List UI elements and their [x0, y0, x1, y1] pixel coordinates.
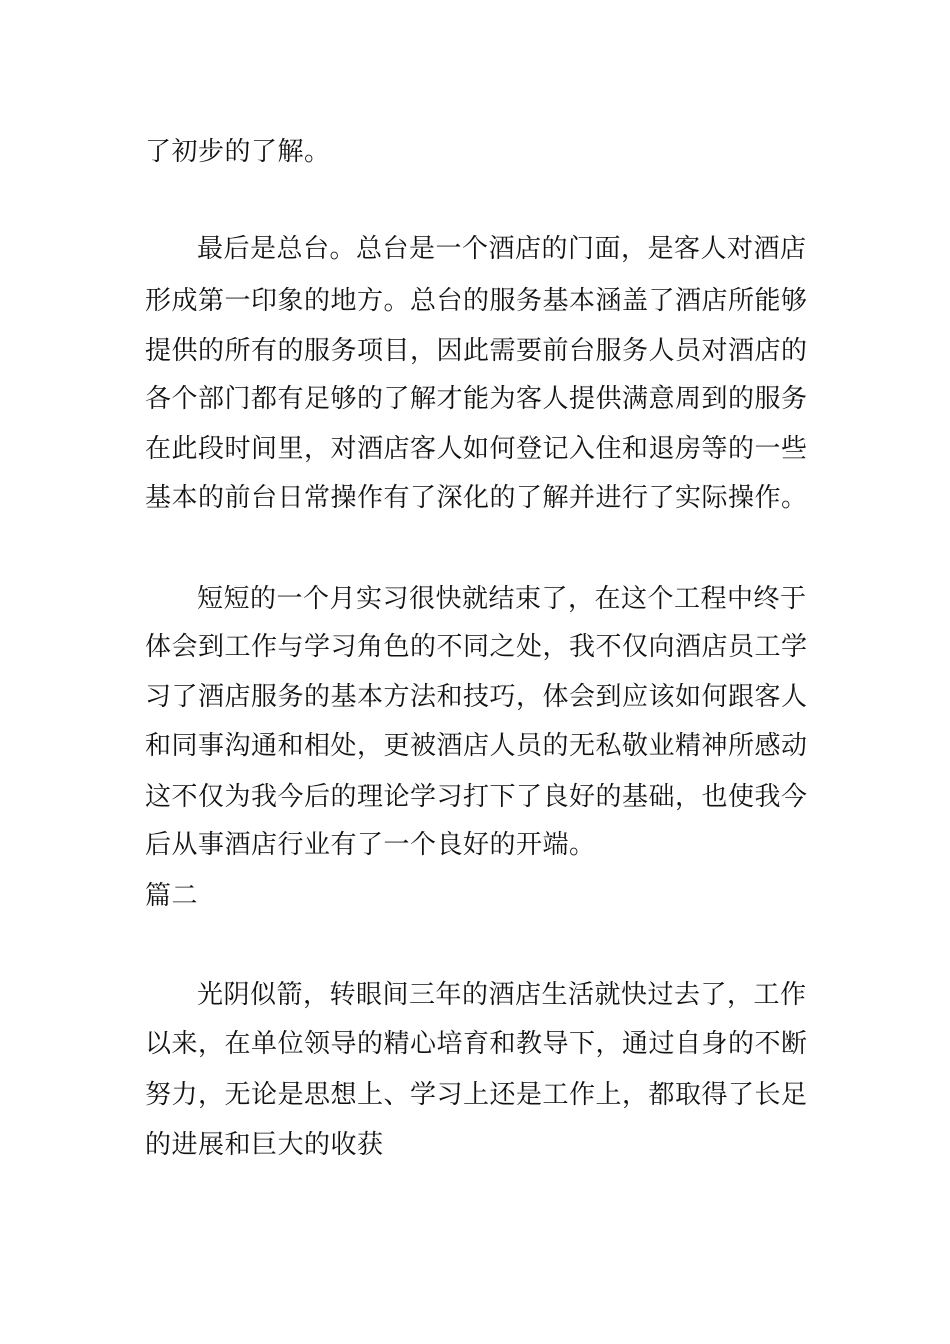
text-line: 和同事沟通和相处，更被酒店人员的无私敬业精神所感动: [145, 731, 808, 761]
text-line: 光阴似箭，转眼间三年的酒店生活就快过去了，工作: [197, 980, 807, 1010]
text-line: 形成第一印象的地方。总台的服务基本涵盖了酒店所能够: [145, 286, 808, 316]
text-line: 体会到工作与学习角色的不同之处，我不仅向酒店员工学: [145, 632, 808, 662]
text-line: 习了酒店服务的基本方法和技巧，体会到应该如何跟客人: [145, 682, 808, 712]
text-line: 在此段时间里，对酒店客人如何登记入住和退房等的一些: [145, 434, 808, 464]
text-line: 努力，无论是思想上、学习上还是工作上，都取得了长足: [145, 1080, 808, 1110]
text-line: 后从事酒店行业有了一个良好的开端。: [145, 830, 596, 860]
text-line: 提供的所有的服务项目，因此需要前台服务人员对酒店的: [145, 336, 808, 366]
text-line: 基本的前台日常操作有了深化的了解并进行了实际操作。: [145, 483, 808, 513]
text-line: 这不仅为我今后的理论学习打下了良好的基础，也使我今: [145, 782, 808, 812]
text-line: 的进展和巨大的收获: [145, 1130, 384, 1160]
text-line: 以来，在单位领导的精心培育和教导下，通过自身的不断: [145, 1029, 808, 1059]
section-heading: 篇二: [145, 881, 199, 911]
text-line: 最后是总台。总台是一个酒店的门面，是客人对酒店: [197, 234, 807, 264]
text-line: 各个部门都有足够的了解才能为客人提供满意周到的服务: [145, 384, 808, 414]
text-line: 短短的一个月实习很快就结束了，在这个工程中终于: [197, 584, 807, 614]
text-line: 了初步的了解。: [145, 137, 331, 167]
